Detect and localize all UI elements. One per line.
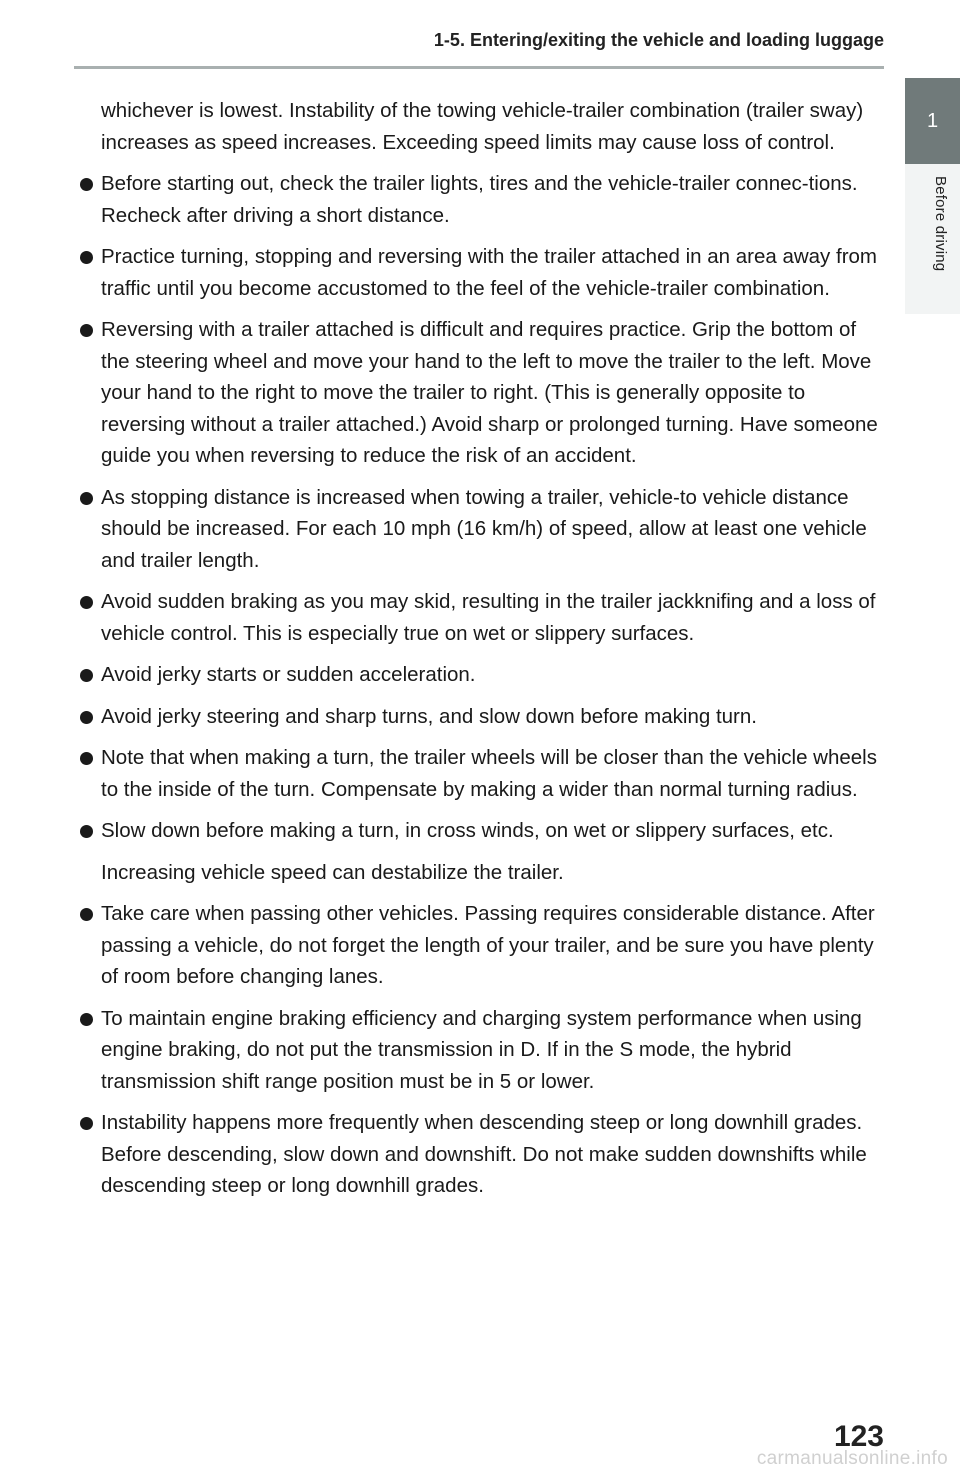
bullet-dot-icon [80, 492, 93, 505]
bullet-text: Avoid jerky starts or sudden acceleration. [101, 663, 476, 686]
bullet-dot-icon [80, 178, 93, 191]
lead-paragraph: whichever is lowest. Instability of the towing vehicle-trailer combination (trailer sway) increases as speed increases. Exceeding speed limits may cause loss of control. [101, 99, 864, 154]
bullet-text: Note that when making a turn, the trailer wheels will be closer than the vehicle wheels to the inside of the turn. Compensate by making a wider than normal turning radius. [101, 746, 877, 801]
bullet-item [76, 1003, 886, 1098]
chapter-number: 1 [926, 109, 939, 132]
bullet-text: Before starting out, check the trailer lights, tires and the vehicle-trailer connec-tions. Recheck after driving a short distance. [101, 172, 858, 227]
bullet-dot-icon [80, 1013, 93, 1026]
chapter-tab-number [905, 78, 960, 164]
page-number: 123 [833, 1420, 884, 1453]
bullet-text: Practice turning, stopping and reversing with the trailer attached in an area away from traffic until you become accustomed to the feel of the vehicle-trailer combination. [101, 245, 877, 300]
bullet-dot-icon [80, 669, 93, 682]
bullet-dot-icon [80, 825, 93, 838]
bullet-dot-icon [80, 1117, 93, 1130]
bullet-text: Slow down before making a turn, in cross winds, on wet or slippery surfaces, etc. [101, 819, 834, 842]
bullet-dot-icon [80, 908, 93, 921]
bullet-text: Reversing with a trailer attached is difficult and requires practice. Grip the bottom of the steering wheel and move your hand to the left to move the trailer to the left. Move your hand to the right to move the trailer to right. (This is generally opposite to reversing without a trailer attached.) Avoid sharp or prolonged turning. Have someone guide you when reversing to reduce the risk of an accident. [101, 318, 878, 467]
bullet-text: To maintain engine braking efficiency and charging system performance when using engine braking, do not put the transmission in D. If in the S mode, the hybrid transmission shift range position must be in 5 or lower. [101, 1006, 862, 1093]
chapter-tab-label: Before driving [932, 176, 949, 272]
bullet-text: Take care when passing other vehicles. Passing requires considerable distance. After passing a vehicle, do not forget the length of your trailer, and be sure you have plenty of room before changing lanes. [101, 902, 875, 988]
bullet-item [76, 742, 886, 805]
bullet-dot-icon [80, 711, 93, 724]
bullet-item [76, 701, 886, 733]
bullet-text: Instability happens more frequently when descending steep or long downhill grades. Before descending, slow down and downshift. Do not make sudden downshifts while descending steep or long downhill grades. [101, 1111, 867, 1197]
watermark: carmanualsonline.info [756, 1448, 948, 1469]
bullet-item [76, 241, 886, 304]
bullet-text: As stopping distance is increased when towing a trailer, vehicle-to vehicle distance should be increased. For each 10 mph (16 km/h) of speed, allow at least one vehicle and trailer length. [101, 485, 867, 572]
bullet-dot-icon [80, 251, 93, 264]
bullet-item [76, 168, 886, 231]
page-content [76, 95, 886, 1212]
bullet-text: Avoid sudden braking as you may skid, resulting in the trailer jackknifing and a loss of vehicle control. This is especially true on wet or slippery surfaces. [101, 590, 876, 645]
bullet-item [76, 586, 886, 649]
bullet-item [76, 482, 886, 577]
bullet-item [76, 659, 886, 691]
bullet-dot-icon [80, 324, 93, 337]
bullet-item [76, 314, 886, 472]
bullet-item [76, 815, 886, 847]
bullet-text: Avoid jerky steering and sharp turns, and slow down before making turn. [101, 704, 757, 728]
bullet-item [76, 1107, 886, 1202]
section-header-title: 1-5. Entering/exiting the vehicle and loading luggage [433, 30, 884, 50]
bullet-dot-icon [80, 596, 93, 609]
header-divider [74, 66, 884, 69]
sub-paragraph: Increasing vehicle speed can destabilize the trailer. [101, 860, 564, 884]
bullet-item [76, 898, 886, 993]
bullet-dot-icon [80, 752, 93, 765]
